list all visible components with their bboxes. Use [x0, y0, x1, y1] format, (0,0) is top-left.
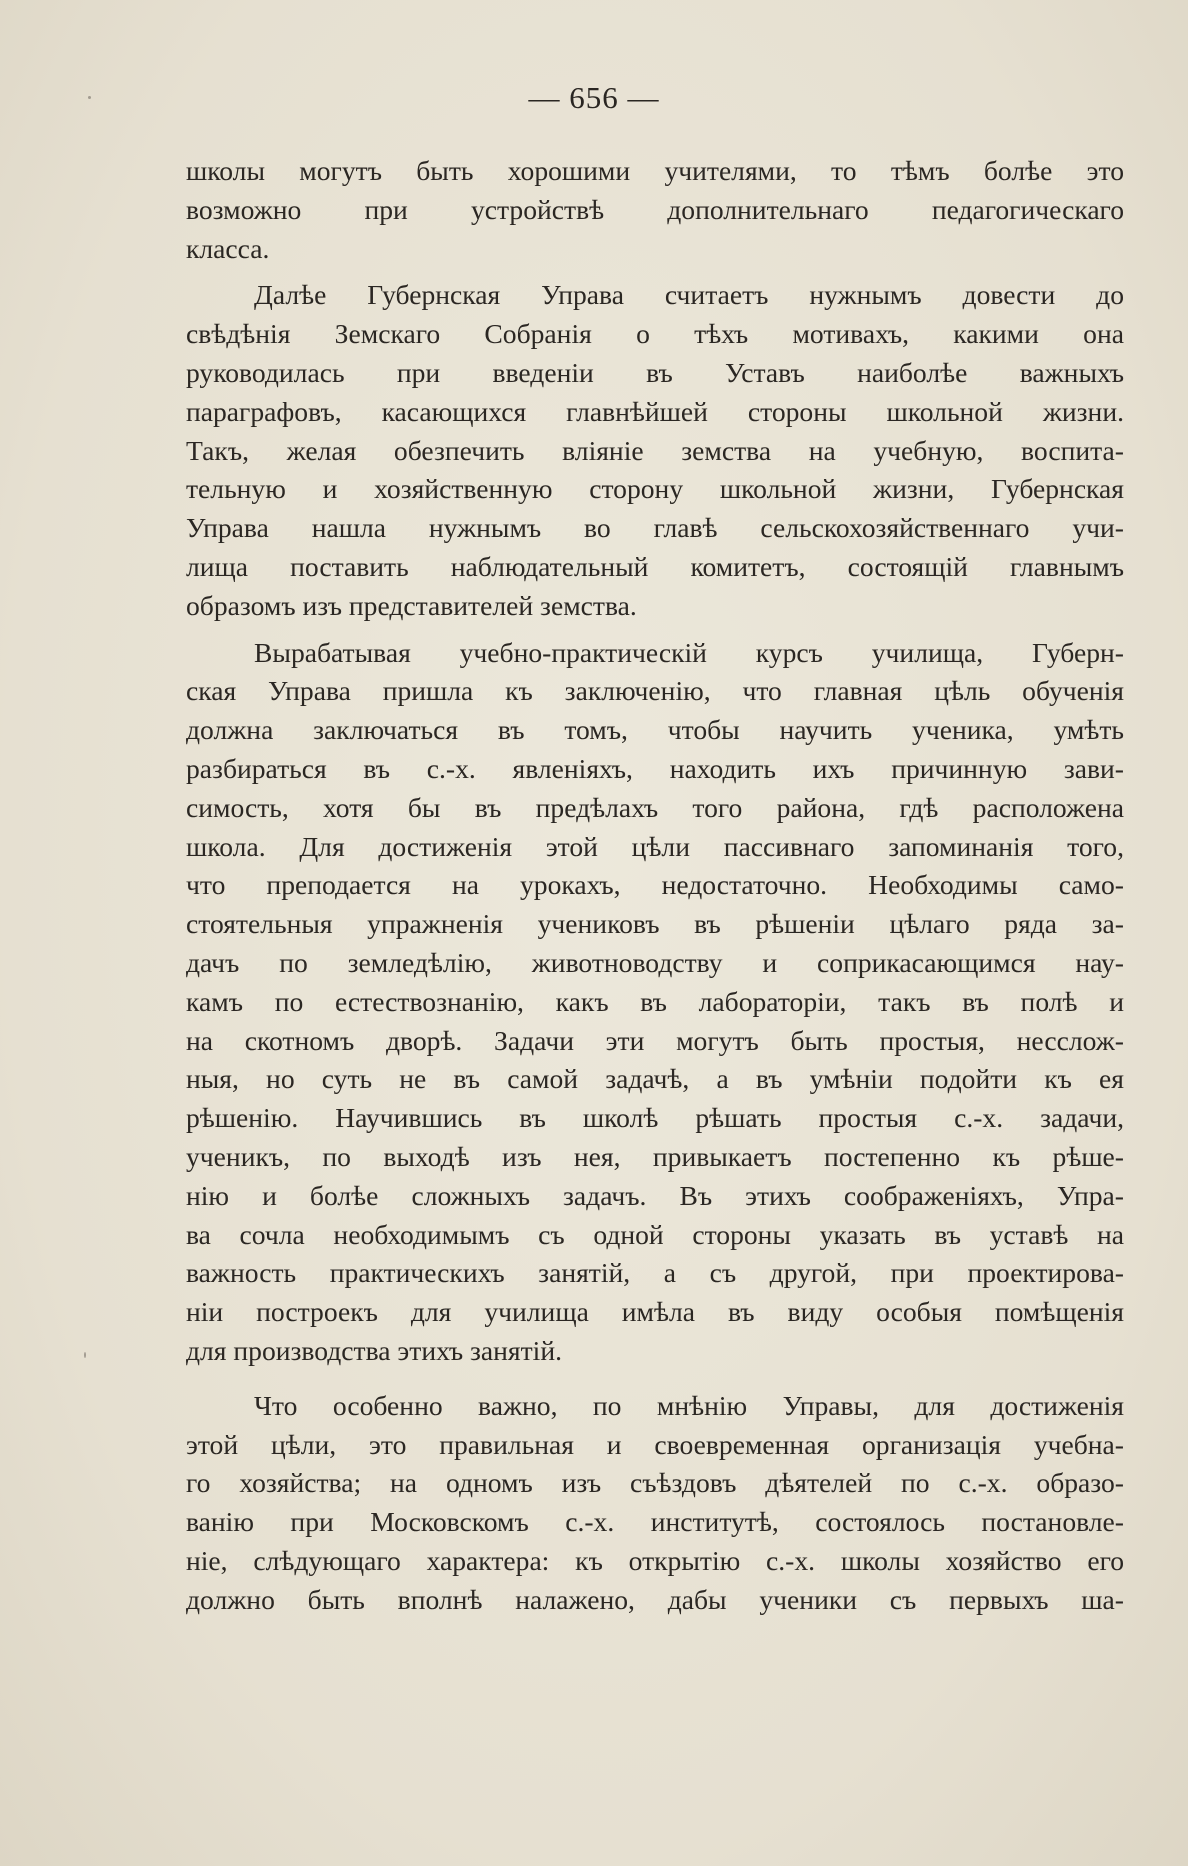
text-line: дачъ по земледѣлію, животноводству и соприкасающимся нау- [186, 946, 1124, 978]
text-line: рѣшенію. Научившись въ школѣ рѣшать простыя с.-х. задачи, [186, 1102, 1124, 1134]
text-line: Вырабатывая учебно-практическій курсъ училища, Губерн- [254, 636, 1124, 668]
paragraph [186, 276, 1124, 625]
text-line: класса. [186, 232, 270, 264]
text-line: тельную и хозяйственную сторону школьной жизни, Губернская [186, 473, 1124, 505]
text-line: что преподается на урокахъ, недостаточно. Необходимы само- [186, 869, 1124, 901]
text-line: симость, хотя бы въ предѣлахъ того района, гдѣ расположена [186, 791, 1124, 823]
text-line: Управа нашла нужнымъ во главѣ сельскохозяйственнаго учи- [186, 512, 1124, 544]
text-line: должна заключаться въ томъ, чтобы научить ученика, умѣть [186, 714, 1124, 746]
text-line: лища поставить наблюдательный комитетъ, состоящій главнымъ [186, 550, 1124, 582]
text-line: го хозяйства; на одномъ изъ съѣздовъ дѣятелей по с.-х. образо- [186, 1467, 1124, 1499]
text-line: образомъ изъ представителей земства. [186, 589, 637, 621]
text-line: должно быть вполнѣ налажено, дабы ученики съ первыхъ ша- [186, 1583, 1124, 1615]
print-speck [84, 1352, 86, 1358]
text-line: возможно при устройствѣ дополнительнаго педагогическаго [186, 193, 1124, 225]
paragraph-gap [186, 268, 1124, 276]
text-line: на скотномъ дворѣ. Задачи эти могутъ быть простыя, несслож- [186, 1024, 1124, 1056]
paragraph [186, 634, 1124, 1371]
text-line: Что особенно важно, по мнѣнію Управы, для достиженія [254, 1389, 1124, 1421]
text-line: Такъ, желая обезпечить вліяніе земства на учебную, воспита- [186, 434, 1124, 466]
text-line: школы могутъ быть хорошими учителями, то тѣмъ болѣе это [186, 155, 1124, 186]
text-line: важность практическихъ занятій, а съ другой, при проектирова- [186, 1257, 1124, 1289]
text-line: ныя, но суть не въ самой задачѣ, а въ умѣніи подойти къ ея [186, 1063, 1124, 1095]
document-body [186, 152, 1124, 1619]
text-line: камъ по естествознанію, какъ въ лабораторіи, такъ въ полѣ и [186, 985, 1124, 1017]
print-speck [88, 96, 91, 99]
text-line: школа. Для достиженія этой цѣли пассивнаго запоминанія того, [186, 830, 1124, 862]
text-line: ученикъ, по выходѣ изъ нея, привыкаетъ постепенно къ рѣше- [186, 1140, 1124, 1172]
text-line: Далѣе Губернская Управа считаетъ нужнымъ довести до [254, 279, 1124, 311]
text-line: этой цѣли, это правильная и своевременная организація учебна- [186, 1428, 1124, 1460]
text-line: ванію при Московскомъ с.-х. институтѣ, состоялось постановле- [186, 1506, 1124, 1538]
text-line: для производства этихъ занятій. [186, 1334, 563, 1366]
text-line: ніи построекъ для училища имѣла въ виду особыя помѣщенія [186, 1296, 1124, 1328]
text-line: ніе, слѣдующаго характера: къ открытію с.-х. школы хозяйство его [186, 1544, 1124, 1576]
paragraph [186, 152, 1124, 268]
text-line: нію и болѣе сложныхъ задачъ. Въ этихъ соображеніяхъ, Упра- [186, 1179, 1124, 1211]
text-line: стоятельныя упражненія учениковъ въ рѣшеніи цѣлаго ряда за- [186, 908, 1124, 940]
paragraph-gap [186, 626, 1124, 634]
paragraph-gap [186, 1371, 1124, 1387]
text-line: руководилась при введеніи въ Уставъ наиболѣе важныхъ [186, 356, 1124, 388]
paragraph [186, 1387, 1124, 1620]
page-number: — 656 — [528, 80, 660, 115]
text-line: ва сочла необходимымъ съ одной стороны указать въ уставѣ на [186, 1218, 1124, 1250]
text-line: разбираться въ с.-х. явленіяхъ, находить ихъ причинную зави- [186, 752, 1124, 784]
text-line: параграфовъ, касающихся главнѣйшей стороны школьной жизни. [186, 395, 1124, 427]
text-line: ская Управа пришла къ заключенію, что главная цѣль обученія [186, 675, 1124, 707]
text-line: свѣдѣнія Земскаго Собранія о тѣхъ мотивахъ, какими она [186, 318, 1124, 350]
